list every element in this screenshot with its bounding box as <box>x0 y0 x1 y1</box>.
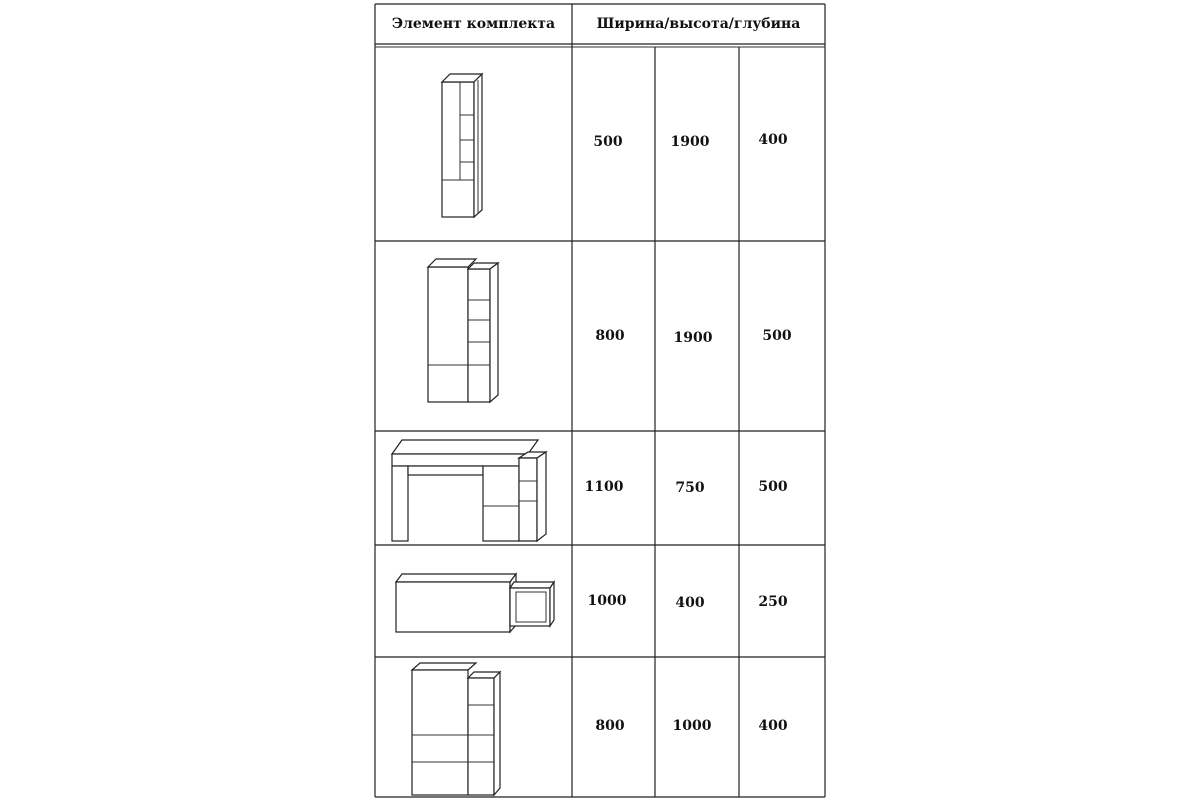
tall-bookcase-narrow-icon <box>430 70 500 220</box>
row4-width: 1000 <box>587 593 627 609</box>
row3-depth: 500 <box>758 479 788 495</box>
row5-depth: 400 <box>758 718 788 734</box>
tall-wardrobe-with-shelf-icon <box>420 255 510 405</box>
desk-with-shelf-icon <box>388 436 553 544</box>
row2-width: 800 <box>595 328 625 344</box>
row3-width: 1100 <box>584 479 624 495</box>
wall-cabinet-with-shelf-icon <box>388 570 558 635</box>
low-cabinet-with-shelf-icon <box>404 660 504 798</box>
row5-width: 800 <box>595 718 625 734</box>
row4-depth: 250 <box>758 594 788 610</box>
header-dimensions-label: Ширина/высота/глубина <box>596 16 801 32</box>
header-element-label: Элемент комплекта <box>391 16 556 32</box>
row2-depth: 500 <box>762 328 792 344</box>
row2-height: 1900 <box>673 330 713 346</box>
row1-height: 1900 <box>670 134 710 150</box>
row4-height: 400 <box>675 595 705 611</box>
row1-depth: 400 <box>758 132 788 148</box>
row5-height: 1000 <box>672 718 712 734</box>
row3-height: 750 <box>675 480 705 496</box>
row1-width: 500 <box>593 134 623 150</box>
